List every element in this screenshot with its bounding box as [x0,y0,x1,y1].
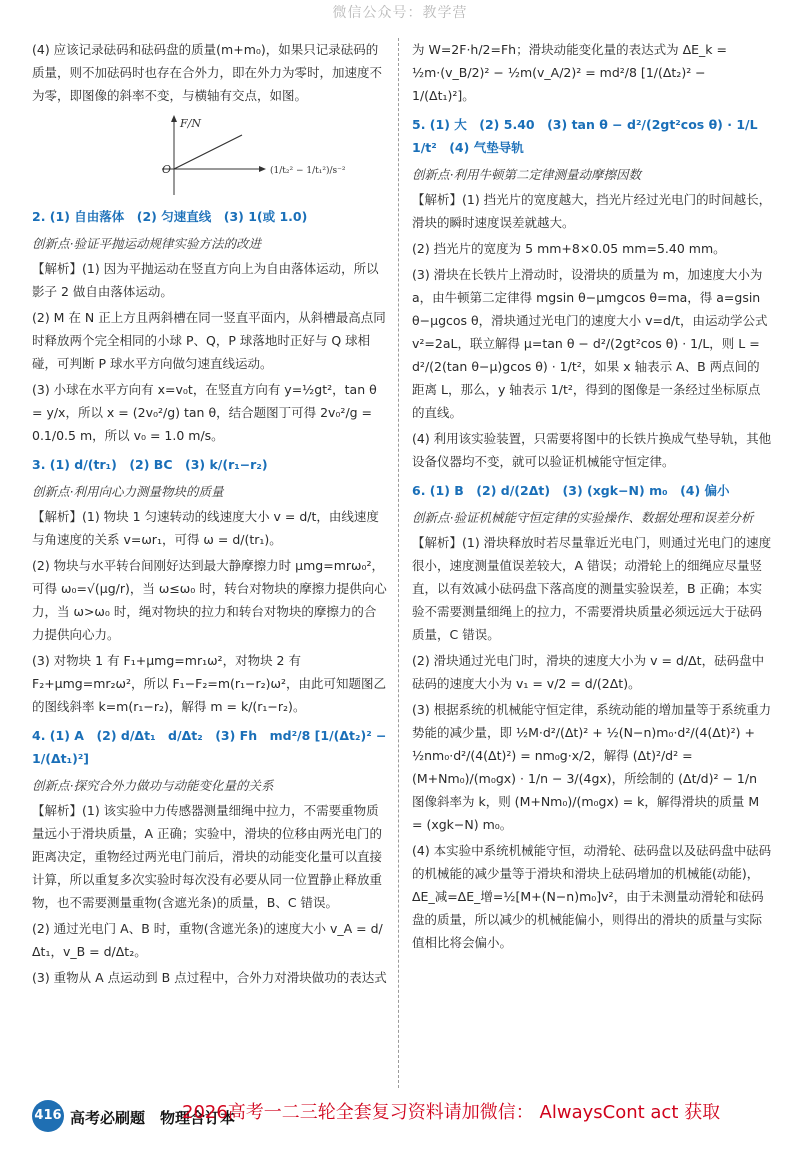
analysis: 为 W=2F·h/2=Fh；滑块动能变化量的表达式为 ΔE_k = ½m·(v_B/2)² − ½m(v_A/2)² = md²/8 [1/(Δt₂)² − 1/(Δt₁)²]。 [412,42,727,103]
answer-2: 2. (1) 自由落体 (2) 匀速直线 (3) 1(或 1.0) [32,209,308,224]
page-number: 416 [32,1100,64,1132]
answer-6: 6. (1) B (2) d/(2Δt) (3) (xgk−N) m₀ (4) 偏小 [412,483,730,498]
right-column [412,38,772,957]
analysis: (2) 物块与水平转台间刚好达到最大静摩擦力时 μmg=mrω₀²，可得 ω₀=√(μg/r)，当 ω≤ω₀ 时，转台对物块的摩擦力提供向心力，当 ω>ω₀ 时，绳对物块的拉力和转台对物块的摩擦力的合力提供向心力。 [32,558,387,642]
analysis: (2) 滑块通过光电门时，滑块的速度大小为 v = d/Δt，砝码盘中砝码的速度大小为 v₁ = v/2 = d/(2Δt)。 [412,653,765,691]
graph-svg [62,113,346,199]
analysis: (2) 通过光电门 A、B 时，重物(含遮光条)的速度大小 v_A = d/Δt₁，v_B = d/Δt₂。 [32,921,383,959]
promo-text: 2026高考一二三轮全套复习资料请加微信： AlwaysCont act 获取 [182,1102,721,1123]
analysis: 【解析】(1) 挡光片的宽度越大，挡光片经过光电门的时间越长，滑块的瞬时速度误差就越大。 [412,192,772,230]
analysis: 【解析】(1) 物块 1 匀速转动的线速度大小 v = d/t，由线速度与角速度的关系 v=ωr₁，可得 ω = d/(tr₁)。 [32,509,379,547]
graph-line [174,135,242,169]
page-footer [32,1100,772,1134]
watermark: 微信公众号：教学营 [332,5,468,21]
analysis: (3) 小球在水平方向有 x=v₀t，在竖直方向有 y=½gt²，tan θ = y/x，所以 x = (2v₀²/g) tan θ，结合题图丁可得 2v₀²/g = 0.1/0.5 m，所以 v₀ = 1.0 m/s。 [32,382,377,443]
innovation-note: 创新点·探究合外力做功与动能变化量的关系 [32,778,274,793]
answer-5: 5. (1) 大 (2) 5.40 (3) tan θ − d²/(2gt²cos θ) · 1/L 1/t² (4) 气垫导轨 [412,117,771,155]
analysis: (4) 本实验中系统机械能守恒，动滑轮、砝码盘以及砝码盘中砝码的机械能的减少量等于滑块和滑块上砝码增加的机械能(动能)，ΔE_减=ΔE_增=½[M+(N−n)m₀]v²，由于未测量动滑轮和砝码盘的质量，所以减少的机械能偏小，则得出的滑块的质量与实际值相比将会偏小。 [412,843,772,950]
analysis: (3) 重物从 A 点运动到 B 点过程中，合外力对滑块做功的表达式 [32,970,387,985]
analysis: 【解析】(1) 该实验中力传感器测量细绳中拉力，不需要重物质量远小于滑块质量，A 正确；实验中，滑块的位移由两光电门的距离决定，重物经过两光电门前后，滑块的动能变化量可以直接计算，所以重复多次实验时每次没有必要从同一位置静止释放重物，也不需要测量重物(含遮光条)的质量，B、C 错误。 [32,803,383,910]
analysis: (3) 对物块 1 有 F₁+μmg=mr₁ω²，对物块 2 有 F₂+μmg=mr₂ω²，所以 F₁−F₂=m(r₁−r₂)ω²，由此可知题图乙的图线斜率 k=m(r₁−r₂)，解得 m = k/(r₁−r₂)。 [32,653,387,714]
y-axis-arrow [171,115,177,122]
book-title: 高考必刷题 物理合订本 [70,1109,236,1127]
analysis: (4) 利用该实验装置，只需要将图中的长铁片换成气垫导轨，其他设备仪器均不变，就可以验证机械能守恒定律。 [412,431,772,469]
innovation-note: 创新点·验证机械能守恒定律的实验操作、数据处理和误差分析 [412,510,754,525]
left-column [32,38,388,992]
innovation-note: 创新点·验证平抛运动规律实验方法的改进 [32,236,261,251]
x-axis-label: (1/t₂² − 1/t₁²)/s⁻² [270,166,346,176]
innovation-note: 创新点·利用牛顿第二定律测量动摩擦因数 [412,167,641,182]
analysis: 【解析】(1) 滑块释放时若尽量靠近光电门，则通过光电门的速度很小，速度测量值误差较大，A 错误；动滑轮上的细绳应尽量竖直，以有效减小砝码盘下落高度的测量实验误差，B 正确；本实验不需要测量细绳上的拉力，不需要滑块质量必须远远大于砝码质量，C 错误。 [412,535,772,642]
paragraph: (4) 应该记录砝码和砝码盘的质量(m+m₀)，如果只记录砝码的质量，则不加砝码时也存在合外力，即在外力为零时，加速度不为零，即图像的斜率不变，与横轴有交点，如图。 [32,42,383,103]
answer-4: 4. (1) A (2) d/Δt₁ d/Δt₂ (3) Fh md²/8 [1/(Δt₂)² − 1/(Δt₁)²] [32,728,387,766]
origin-label: O [162,163,172,176]
x-axis-arrow [259,166,266,172]
column-divider [398,38,399,1088]
analysis: (2) 挡光片的宽度为 5 mm+8×0.05 mm=5.40 mm。 [412,241,726,256]
y-axis-label: F/N [180,117,201,130]
analysis: (3) 根据系统的机械能守恒定律，系统动能的增加量等于系统重力势能的减少量，即 ½M·d²/(Δt)² + ½(N−n)m₀·d²/(4(Δt)²) + ½nm₀·d²/(4(Δt)²) = nm₀g·x/2，解得 (Δt)²/d² = (M+Nm₀)/(m₀gx) · 1/n − 3/(4gx)，所绘制的 (Δt/d)² − 1/n 图像斜率为 k，则 (M+Nm₀)/(m₀gx) = k，解得滑块的质量 M = (xgk−N) m₀。 [412,702,772,832]
analysis: 【解析】(1) 因为平抛运动在竖直方向上为自由落体运动，所以影子 2 做自由落体运动。 [32,261,379,299]
analysis: (2) M 在 N 正上方且两斜槽在同一竖直平面内，从斜槽最高点同时释放两个完全相同的小球 P、Q，P 球落地时正好与 Q 球相碰，可判断 P 球水平方向做匀速直线运动。 [32,310,386,371]
analysis: (3) 滑块在长铁片上滑动时，设滑块的质量为 m，加速度大小为 a，由牛顿第二定律得 mgsin θ−μmgcos θ=ma，得 a=gsin θ−μgcos θ，滑块通过光电门的速度大小 v=d/t，由运动学公式 v²=2aL，联立解得 μ=tan θ − d²/(2gt²cos θ) · 1/L，则 L = d²/(2(tan θ−μ)gcos θ) · 1/t²，如果 x 轴表示 A、B 两点间的距离 L，那么，y 轴表示 1/t²，得到的图像是一条经过坐标原点的直线。 [412,267,768,420]
innovation-note: 创新点·利用向心力测量物块的质量 [32,484,224,499]
answer-3: 3. (1) d/(tr₁) (2) BC (3) k/(r₁−r₂) [32,457,268,472]
force-graph [62,113,388,199]
